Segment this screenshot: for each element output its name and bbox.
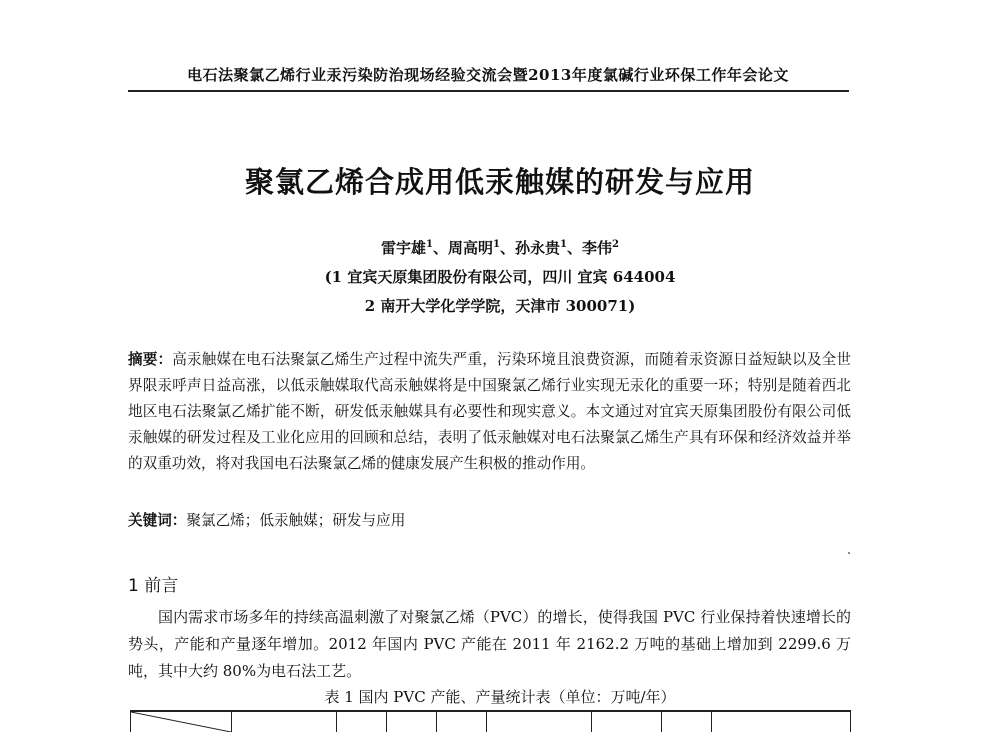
table-column-divider: [591, 712, 592, 732]
author-separator: 、: [499, 239, 515, 257]
author-name: 孙永贵: [515, 239, 561, 257]
table-column-divider: [486, 712, 487, 732]
abstract-text: 高汞触媒在电石法聚氯乙烯生产过程中流失严重，污染环境且浪费资源，而随着汞资源日益短缺以及全世界限汞呼声日益高涨，以低汞触媒取代高汞触媒将是中国聚氯乙烯行业实现无汞化的重要一环；特别是随着西北地区电石法聚氯乙烯扩能不断，研发低汞触媒具有必要性和现实意义。本文通过对宜宾天原集团股份有限公司低汞触媒的研发过程及工业化应用的回顾和总结，表明了低汞触媒对电石法聚氯乙烯生产具有环保和经济效益并举的双重功效，将对我国电石法聚氯乙烯的健康发展产生积极的推动作用。: [128, 351, 851, 472]
affiliation-mark: 1: [493, 239, 500, 250]
table-diagonal-header: [131, 712, 231, 732]
abstract: [128, 347, 851, 477]
table-column-divider: [386, 712, 387, 732]
author-separator: 、: [432, 239, 448, 257]
author-list: [0, 237, 1000, 258]
body-paragraph: 国内需求市场多年的持续高温刺激了对聚氯乙烯（PVC）的增长，使得我国 PVC 行业保持着快速增长的势头，产能和产量逐年增加。2012 年国内 PVC 产能在 2011 年 2162.2 万吨的基础上增加到 2299.6 万吨，其中大约 80%为电石法工艺。: [128, 608, 851, 680]
affiliation-2: 2 南开大学化学学院，天津市 300071): [364, 297, 636, 315]
section-heading: 1 前言: [128, 576, 179, 596]
author-name: 李伟: [582, 239, 613, 257]
table-column-divider: [336, 712, 337, 732]
keywords-text: 聚氯乙烯；低汞触媒；研发与应用: [186, 512, 406, 529]
affiliation-mark: 1: [426, 239, 433, 250]
affiliation-1: (1 宜宾天原集团股份有限公司，四川 宜宾 644004: [324, 268, 676, 286]
table-column-divider: [661, 712, 662, 732]
paper-title: 聚氯乙烯合成用低汞触媒的研发与应用: [244, 165, 755, 199]
keywords: [128, 509, 851, 530]
table-column-divider: [231, 712, 232, 732]
author-name: 雷宇雄: [381, 239, 427, 257]
keywords-label: 关键词：: [128, 512, 187, 529]
scan-speck: [848, 552, 850, 554]
abstract-label: 摘要：: [128, 351, 173, 368]
running-header: 电石法聚氯乙烯行业汞污染防治现场经验交流会暨2013年度氯碱行业环保工作年会论文: [187, 66, 789, 84]
author-separator: 、: [566, 239, 582, 257]
affiliation-mark: 1: [560, 239, 567, 250]
table-1: [130, 710, 851, 732]
affiliation-mark: 2: [612, 239, 619, 250]
table-caption: 表 1 国内 PVC 产能、产量统计表（单位：万吨/年）: [324, 688, 676, 706]
table-column-divider: [711, 712, 712, 732]
table-column-divider: [850, 712, 851, 732]
table-column-divider: [436, 712, 437, 732]
header-rule: [128, 90, 849, 92]
author-name: 周高明: [448, 239, 494, 257]
